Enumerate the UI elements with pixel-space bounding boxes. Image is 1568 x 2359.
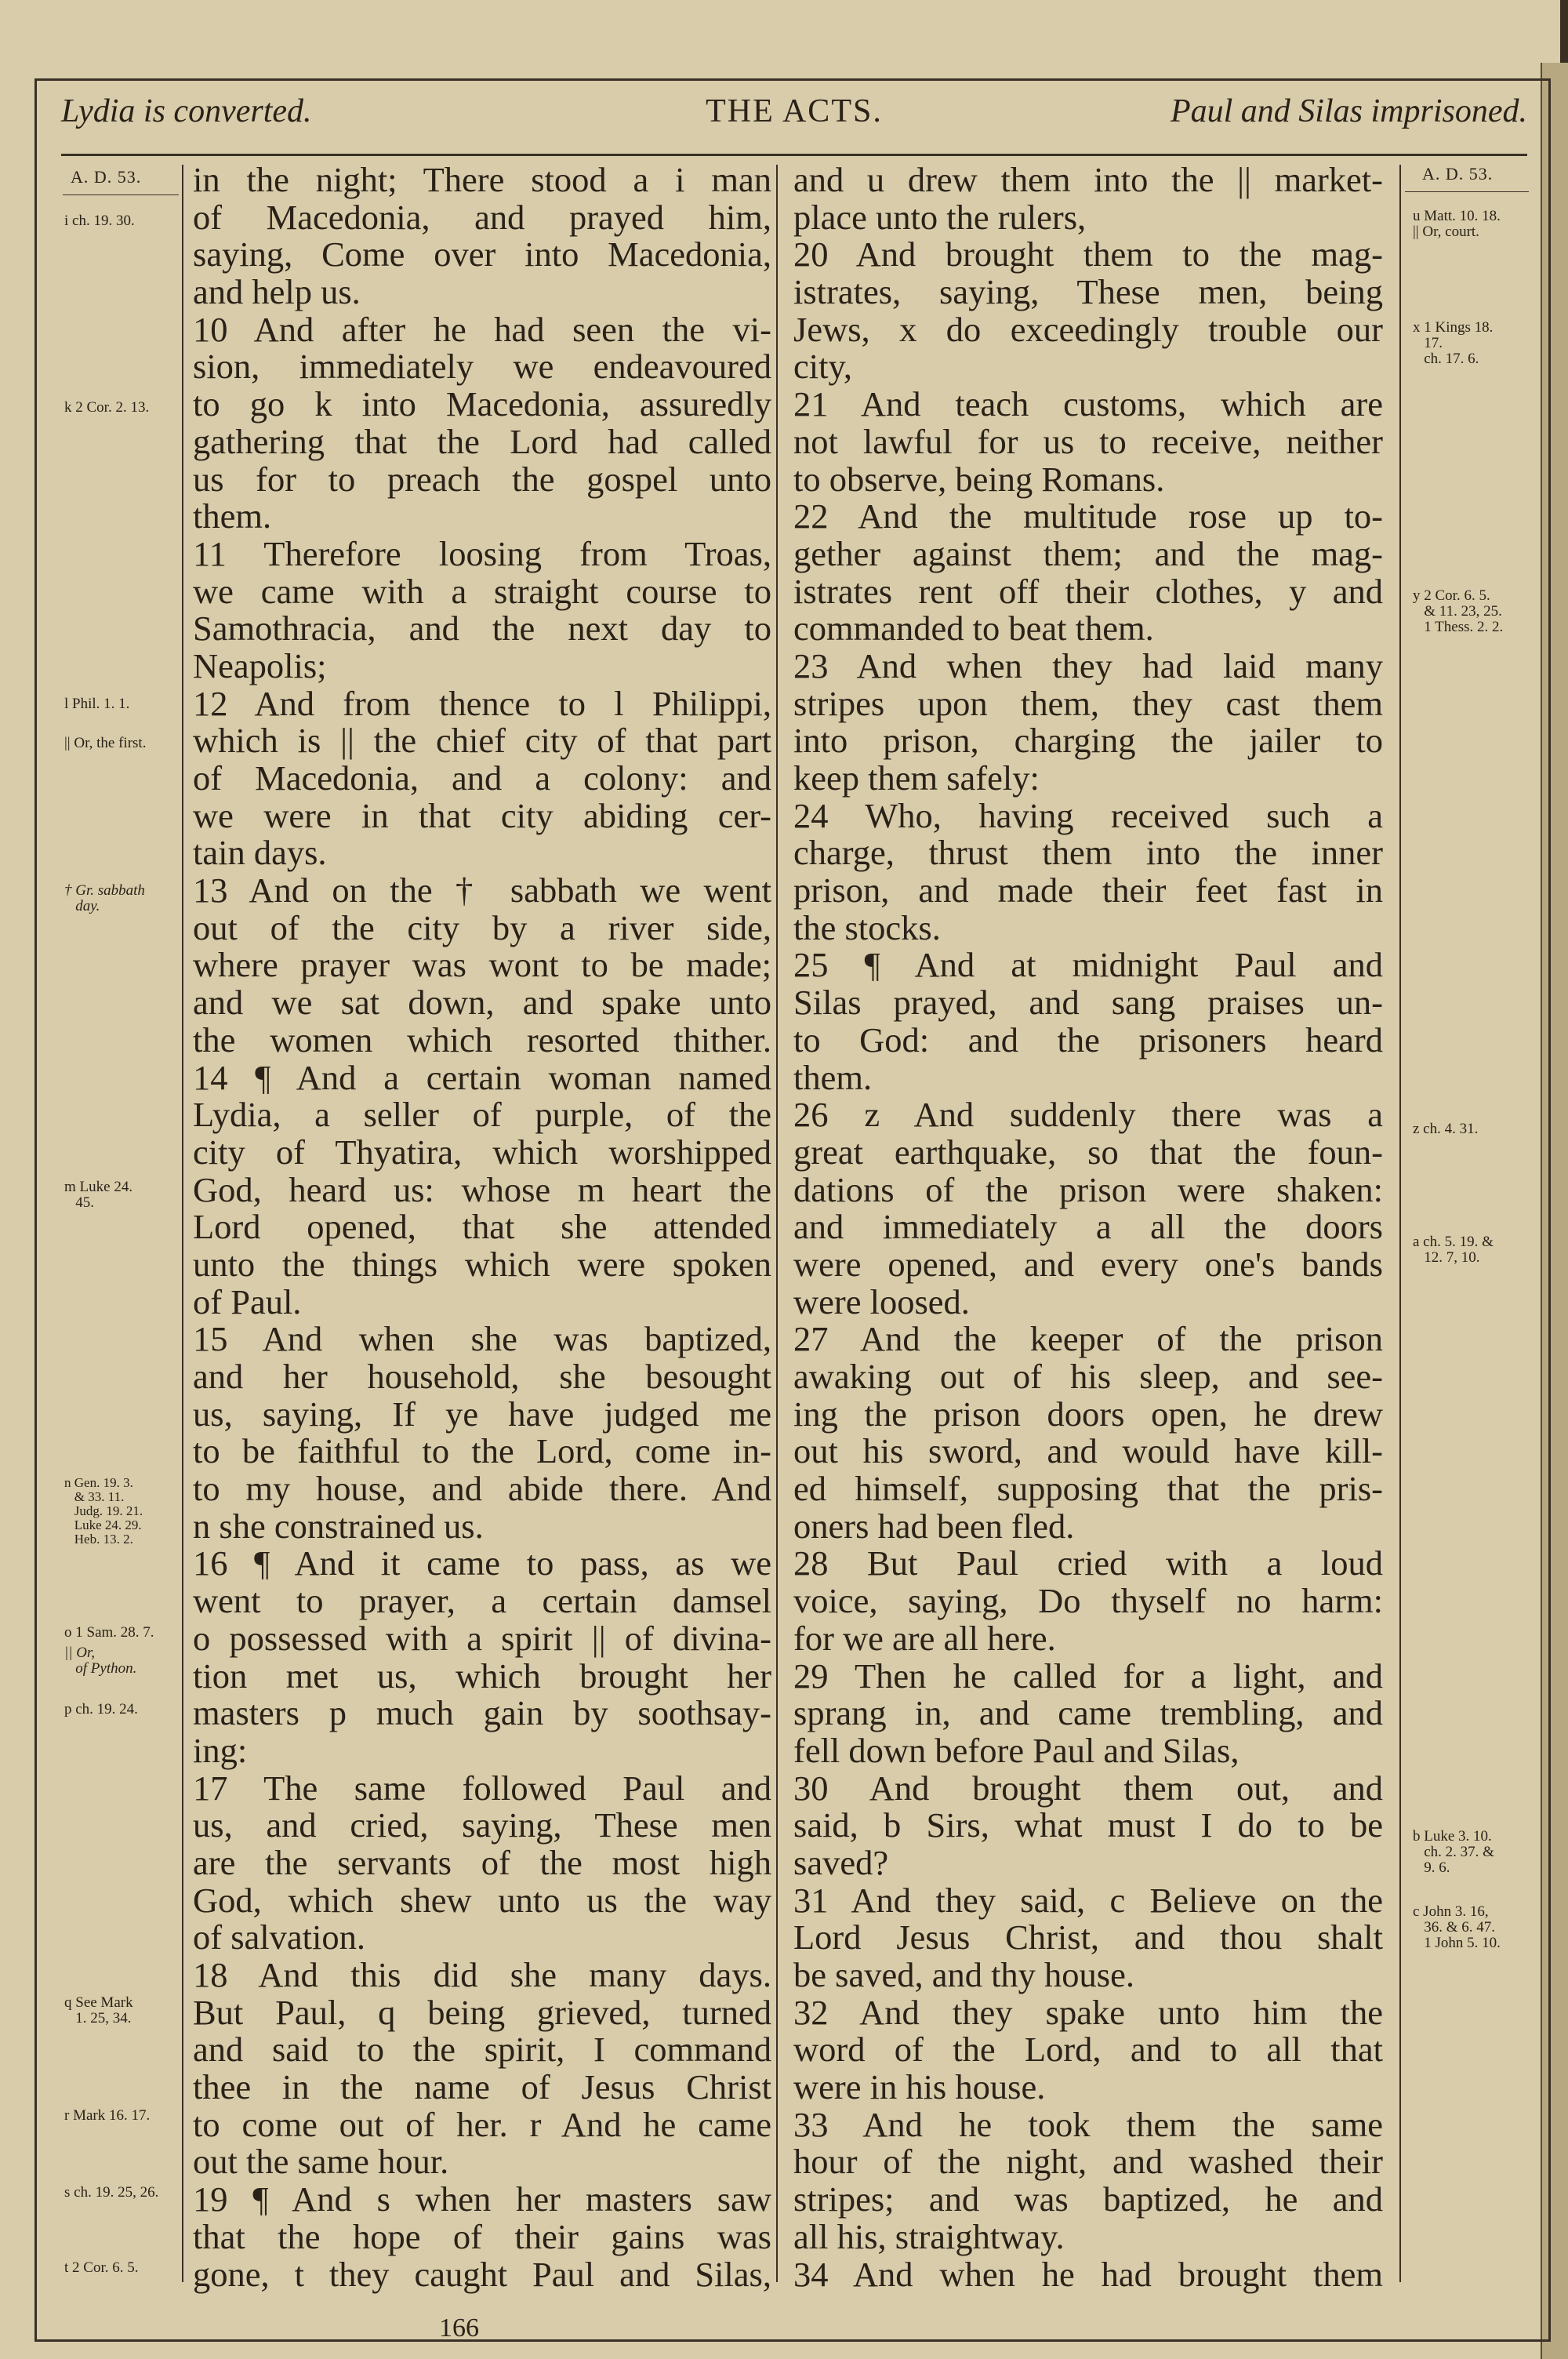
text-line: God, heard us: whose m heart the bbox=[193, 1169, 771, 1209]
text-line: not lawful for us to receive, neither bbox=[793, 421, 1383, 461]
margin-note: c John 3. 16, 36. & 6. 47. 1 John 5. 10. bbox=[1413, 1903, 1501, 1951]
text-line: charge, thrust them into the inner bbox=[793, 833, 1383, 873]
margin-note: o 1 Sam. 28. 7. bbox=[64, 1624, 154, 1641]
text-line: the women which resorted thither. bbox=[193, 1020, 771, 1060]
text-line: where prayer was wont to be made; bbox=[193, 945, 771, 985]
text-column-right bbox=[793, 162, 1383, 2293]
text-line: Lydia, a seller of purple, of the bbox=[193, 1095, 771, 1135]
text-line: commanded to beat them. bbox=[793, 609, 1154, 649]
text-line: 30 And brought them out, and bbox=[793, 1768, 1383, 1808]
text-line: place unto the rulers, bbox=[793, 197, 1087, 237]
text-line: 19 ¶ And s when her masters saw bbox=[193, 2179, 771, 2219]
text-line: into prison, charging the jailer to bbox=[793, 721, 1383, 761]
text-line: tain days. bbox=[193, 833, 327, 873]
text-line: that the hope of their gains was bbox=[193, 2216, 771, 2256]
text-line: great earthquake, so that the foun- bbox=[793, 1132, 1383, 1172]
text-line: to be faithful to the Lord, come in- bbox=[193, 1431, 771, 1471]
header-left: Lydia is converted. bbox=[61, 93, 312, 129]
text-line: us for to preach the gospel unto bbox=[193, 459, 771, 499]
text-line: to go k into Macedonia, assuredly bbox=[193, 384, 771, 424]
text-line: out the same hour. bbox=[193, 2142, 449, 2182]
text-line: to observe, being Romans. bbox=[793, 459, 1165, 499]
text-line: we were in that city abiding cer- bbox=[193, 795, 771, 835]
text-line: 34 And when he had brought them bbox=[793, 2254, 1383, 2294]
text-line: saying, Come over into Macedonia, bbox=[193, 234, 771, 274]
header-rule bbox=[61, 154, 1527, 156]
text-line: 21 And teach customs, which are bbox=[793, 384, 1383, 424]
header-right: Paul and Silas imprisoned. bbox=[1170, 93, 1527, 129]
column-divider bbox=[776, 165, 778, 2282]
margin-note: || Or, of Python. bbox=[64, 1645, 137, 1677]
margin-note: a ch. 5. 19. & 12. 7, 10. bbox=[1413, 1234, 1494, 1266]
text-line: 23 And when they had laid many bbox=[793, 645, 1383, 685]
text-line: said, b Sirs, what must I do to be bbox=[793, 1805, 1383, 1845]
margin-note: i ch. 19. 30. bbox=[64, 213, 135, 229]
text-line: ing the prison doors open, he drew bbox=[793, 1394, 1383, 1434]
text-line: went to prayer, a certain damsel bbox=[193, 1581, 771, 1621]
text-line: of salvation. bbox=[193, 1917, 365, 1957]
text-line: to my house, and abide there. And bbox=[193, 1469, 771, 1509]
text-line: 24 Who, having received such a bbox=[793, 795, 1383, 835]
text-line: to come out of her. r And he came bbox=[193, 2104, 771, 2144]
right-margin-rule bbox=[1399, 165, 1401, 2282]
text-line: But Paul, q being grieved, turned bbox=[193, 1992, 771, 2032]
running-header bbox=[61, 93, 1527, 141]
text-line: hour of the night, and washed their bbox=[793, 2142, 1383, 2182]
text-line: in the night; There stood a i man bbox=[193, 160, 771, 199]
text-line: and her household, she besought bbox=[193, 1357, 771, 1396]
text-line: 33 And he took them the same bbox=[793, 2104, 1383, 2144]
text-line: 12 And from thence to l Philippi, bbox=[193, 683, 771, 723]
text-line: gether against them; and the mag- bbox=[793, 533, 1383, 573]
text-line: fell down before Paul and Silas, bbox=[793, 1730, 1240, 1770]
text-line: saved? bbox=[793, 1842, 889, 1882]
text-line: us, saying, If ye have judged me bbox=[193, 1394, 771, 1434]
margin-note: m Luke 24. 45. bbox=[64, 1179, 133, 1211]
text-line: and immediately a all the doors bbox=[793, 1207, 1383, 1247]
margin-note: x 1 Kings 18. 17. ch. 17. 6. bbox=[1413, 319, 1494, 367]
text-line: istrates rent off their clothes, y and bbox=[793, 571, 1383, 611]
text-line: 28 But Paul cried with a loud bbox=[793, 1543, 1383, 1583]
right-year: A. D. 53. bbox=[1422, 164, 1494, 184]
text-line: Jews, x do exceedingly trouble our bbox=[793, 309, 1383, 349]
text-line: city, bbox=[793, 347, 852, 387]
text-line: Lord opened, that she attended bbox=[193, 1207, 771, 1247]
text-line: of Paul. bbox=[193, 1281, 302, 1321]
text-line: gathering that the Lord had called bbox=[193, 421, 771, 461]
margin-note: p ch. 19. 24. bbox=[64, 1701, 138, 1717]
text-line: keep them safely: bbox=[793, 758, 1040, 798]
margin-note: q See Mark 1. 25, 34. bbox=[64, 1994, 133, 2026]
text-line: are the servants of the most high bbox=[193, 1842, 771, 1882]
text-line: sion, immediately we endeavoured bbox=[193, 347, 771, 387]
text-line: us, and cried, saying, These men bbox=[193, 1805, 771, 1845]
text-line: stripes upon them, they cast them bbox=[793, 683, 1383, 723]
text-line: 20 And brought them to the mag- bbox=[793, 234, 1383, 274]
text-line: 22 And the multitude rose up to- bbox=[793, 496, 1383, 536]
header-title: THE ACTS. bbox=[706, 93, 883, 129]
text-line: 27 And the keeper of the prison bbox=[793, 1319, 1383, 1359]
text-line: the stocks. bbox=[793, 907, 941, 947]
text-line: prison, and made their feet fast in bbox=[793, 871, 1383, 911]
text-line: dations of the prison were shaken: bbox=[793, 1169, 1383, 1209]
text-line: all his, straightway. bbox=[793, 2216, 1065, 2256]
text-line: stripes; and was baptized, he and bbox=[793, 2179, 1383, 2219]
page-number: 166 bbox=[439, 2314, 479, 2343]
text-line: which is || the chief city of that part bbox=[193, 721, 771, 761]
text-line: them. bbox=[193, 496, 272, 536]
text-line: were loosed. bbox=[793, 1281, 970, 1321]
text-line: Samothracia, and the next day to bbox=[193, 609, 771, 649]
text-line: ed himself, supposing that the pris- bbox=[793, 1469, 1383, 1509]
text-line: istrates, saying, These men, being bbox=[793, 272, 1383, 312]
text-line: of Macedonia, and a colony: and bbox=[193, 758, 771, 798]
text-line: awaking out of his sleep, and see- bbox=[793, 1357, 1383, 1396]
text-line: sprang in, and came trembling, and bbox=[793, 1693, 1383, 1733]
text-line: thee in the name of Jesus Christ bbox=[193, 2067, 771, 2107]
margin-note: † Gr. sabbath day. bbox=[64, 882, 145, 914]
text-line: 17 The same followed Paul and bbox=[193, 1768, 771, 1808]
text-line: to God: and the prisoners heard bbox=[793, 1020, 1383, 1060]
text-line: for we are all here. bbox=[793, 1618, 1056, 1658]
text-line: 26 z And suddenly there was a bbox=[793, 1095, 1383, 1135]
right-margin-notes bbox=[1405, 165, 1530, 2282]
text-line: God, which shew unto us the way bbox=[193, 1880, 771, 1920]
text-line: gone, t they caught Paul and Silas, bbox=[193, 2254, 771, 2294]
text-line: n she constrained us. bbox=[193, 1506, 484, 1546]
text-line: tion met us, which brought her bbox=[193, 1656, 771, 1696]
text-line: masters p much gain by soothsay- bbox=[193, 1693, 771, 1733]
text-line: 11 Therefore loosing from Troas, bbox=[193, 533, 771, 573]
margin-note: b Luke 3. 10. ch. 2. 37. & 9. 6. bbox=[1413, 1828, 1494, 1876]
text-line: were in his house. bbox=[793, 2067, 1046, 2107]
left-year: A. D. 53. bbox=[71, 167, 142, 187]
text-line: o possessed with a spirit || of divina- bbox=[193, 1618, 771, 1658]
left-margin-notes bbox=[63, 165, 180, 2282]
text-line: were opened, and every one's bands bbox=[793, 1244, 1383, 1284]
text-line: 18 And this did she many days. bbox=[193, 1955, 771, 1994]
margin-note: k 2 Cor. 2. 13. bbox=[64, 399, 150, 416]
text-line: 13 And on the † sabbath we went bbox=[193, 871, 771, 911]
text-line: 29 Then he called for a light, and bbox=[793, 1656, 1383, 1696]
text-line: 31 And they said, c Believe on the bbox=[793, 1880, 1383, 1920]
text-line: be saved, and thy house. bbox=[793, 1955, 1135, 1994]
left-year-rule bbox=[63, 194, 179, 195]
margin-note: l Phil. 1. 1. bbox=[64, 696, 130, 712]
margin-note: || Or, the first. bbox=[64, 735, 147, 751]
text-line: unto the things which were spoken bbox=[193, 1244, 771, 1284]
text-line: 32 And they spake unto him the bbox=[793, 1992, 1383, 2032]
margin-note: u Matt. 10. 18. || Or, court. bbox=[1413, 208, 1501, 240]
margin-note: s ch. 19. 25, 26. bbox=[64, 2184, 159, 2201]
margin-note: n Gen. 19. 3. & 33. 11. Judg. 19. 21. Luke 24. 29. Heb. 13. 2. bbox=[64, 1475, 143, 1547]
text-line: voice, saying, Do thyself no harm: bbox=[793, 1581, 1383, 1621]
text-line: 16 ¶ And it came to pass, as we bbox=[193, 1543, 771, 1583]
text-line: we came with a straight course to bbox=[193, 571, 771, 611]
text-line: out his sword, and would have kill- bbox=[793, 1431, 1383, 1471]
text-line: 15 And when she was baptized, bbox=[193, 1319, 771, 1359]
text-line: and help us. bbox=[193, 272, 361, 312]
text-line: 14 ¶ And a certain woman named bbox=[193, 1057, 771, 1097]
text-line: out of the city by a river side, bbox=[193, 907, 771, 947]
left-margin-rule bbox=[182, 165, 183, 2282]
text-line: Lord Jesus Christ, and thou shalt bbox=[793, 1917, 1383, 1957]
text-line: Neapolis; bbox=[193, 645, 327, 685]
text-line: of Macedonia, and prayed him, bbox=[193, 197, 771, 237]
text-line: oners had been fled. bbox=[793, 1506, 1075, 1546]
text-line: 10 And after he had seen the vi- bbox=[193, 309, 771, 349]
text-line: city of Thyatira, which worshipped bbox=[193, 1132, 771, 1172]
text-line: Silas prayed, and sang praises un- bbox=[793, 983, 1383, 1023]
text-line: and we sat down, and spake unto bbox=[193, 983, 771, 1023]
text-line: and said to the spirit, I command bbox=[193, 2030, 771, 2070]
margin-note: r Mark 16. 17. bbox=[64, 2107, 151, 2124]
right-year-rule bbox=[1405, 191, 1529, 192]
text-line: word of the Lord, and to all that bbox=[793, 2030, 1383, 2070]
text-line: them. bbox=[793, 1057, 873, 1097]
margin-note: z ch. 4. 31. bbox=[1413, 1121, 1479, 1137]
text-column-left bbox=[193, 162, 771, 2293]
text-line: ing: bbox=[193, 1730, 248, 1770]
text-line: 25 ¶ And at midnight Paul and bbox=[793, 945, 1383, 985]
margin-note: y 2 Cor. 6. 5. & 11. 23, 25. 1 Thess. 2. 2. bbox=[1413, 587, 1504, 635]
margin-note: t 2 Cor. 6. 5. bbox=[64, 2259, 139, 2276]
text-line: and u drew them into the || market- bbox=[793, 160, 1383, 199]
